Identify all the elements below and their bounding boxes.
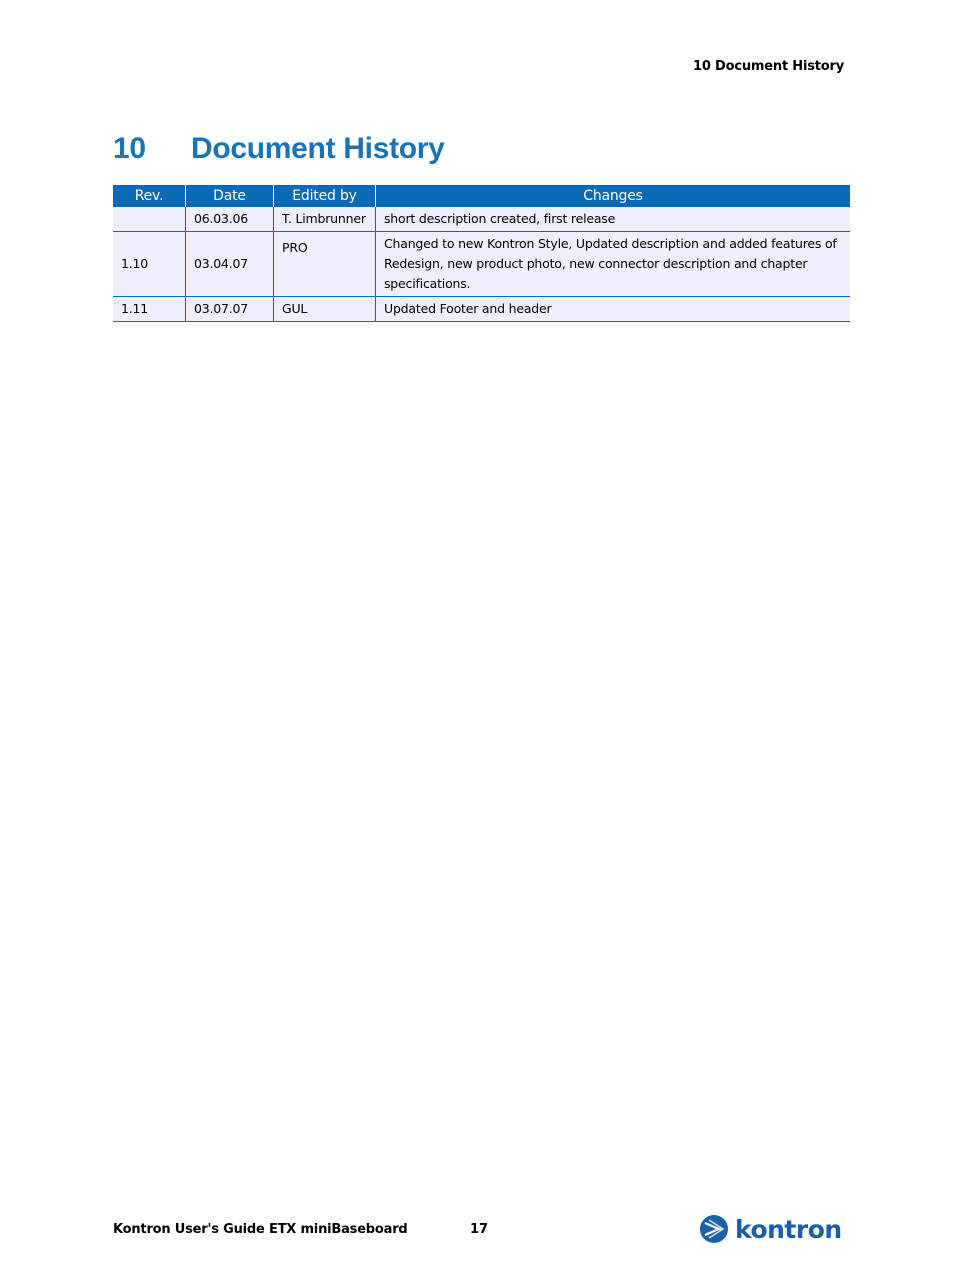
cell-changes: Changed to new Kontron Style, Updated description and added features of Redesign, new product photo, new connector description and chapter specifications. [376,232,851,297]
cell-date: 06.03.06 [186,207,274,232]
chapter-heading [113,132,445,166]
column-header-date: Date [186,185,274,207]
column-header-changes: Changes [376,185,851,207]
chapter-title: Document History [191,132,445,165]
kontron-logo-icon [699,1214,729,1244]
table-row [113,297,850,322]
cell-date: 03.04.07 [186,232,274,297]
cell-rev: 1.11 [113,297,186,322]
column-header-rev: Rev. [113,185,186,207]
cell-changes: Updated Footer and header [376,297,851,322]
cell-date: 03.07.07 [186,297,274,322]
cell-edited-by: PRO [274,232,376,297]
footer-doc-title: Kontron User's Guide ETX miniBaseboard [113,1222,408,1237]
kontron-logo [699,1214,842,1244]
table-row [113,207,850,232]
cell-rev [113,207,186,232]
running-header: 10 Document History [693,59,844,74]
table-header-row [113,185,850,207]
column-header-edited-by: Edited by [274,185,376,207]
chapter-number: 10 [113,132,146,165]
cell-edited-by: T. Limbrunner [274,207,376,232]
page-number: 17 [470,1222,489,1237]
cell-edited-by: GUL [274,297,376,322]
logo-wordmark: kontron [735,1214,842,1244]
table-row [113,232,850,297]
cell-changes: short description created, first release [376,207,851,232]
cell-rev: 1.10 [113,232,186,297]
document-history-table [113,185,850,322]
